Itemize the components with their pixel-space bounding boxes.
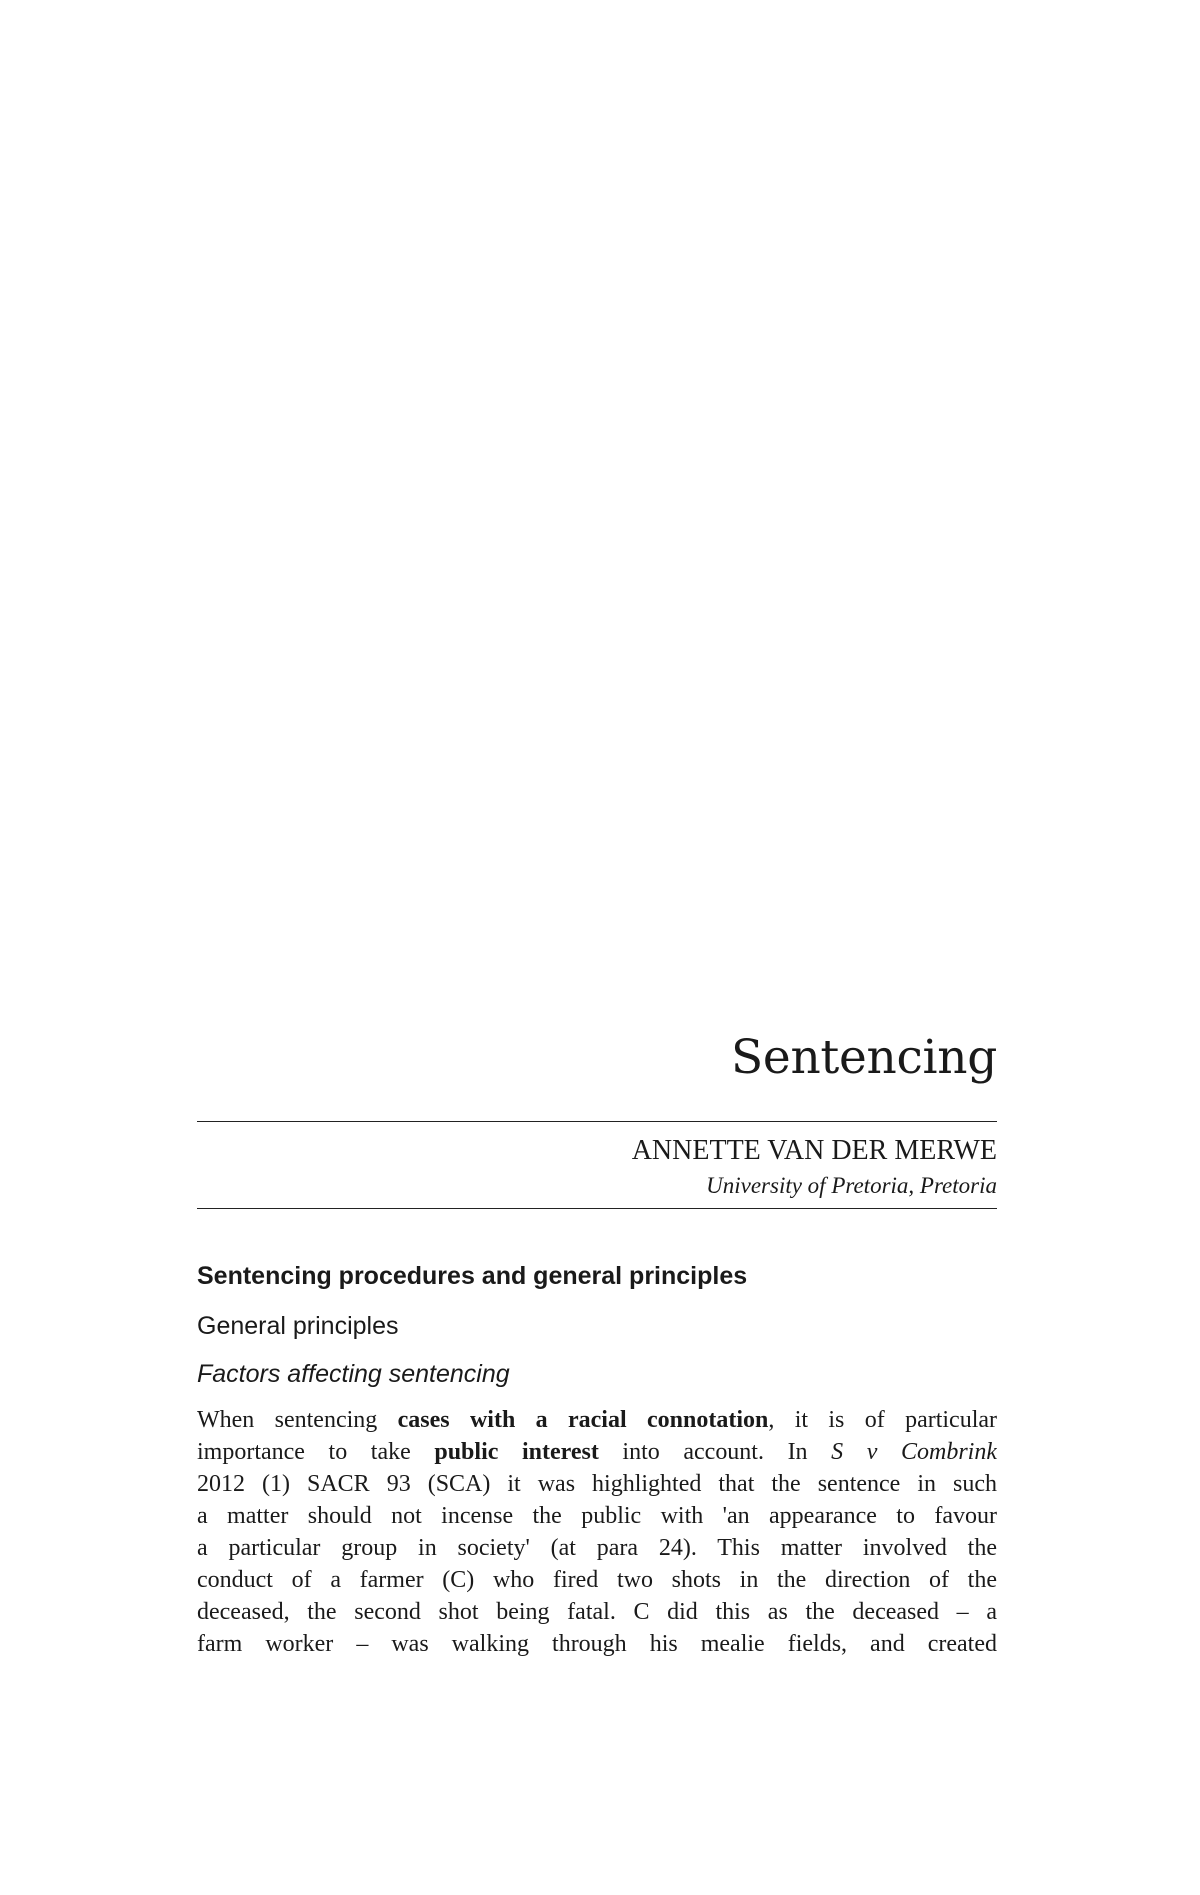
- body-line-1: [197, 1404, 997, 1436]
- body-line-3: 2012 (1) SACR 93 (SCA) it was highlighted that the sentence in such: [197, 1471, 997, 1497]
- bottom-rule: [197, 1208, 997, 1209]
- subsection-heading: General principles: [197, 1312, 399, 1340]
- body-line-4: a matter should not incense the public with 'an appearance to favour: [197, 1503, 997, 1529]
- case-name: S v Combrink: [831, 1439, 997, 1465]
- author-name: ANNETTE VAN DER MERWE: [631, 1135, 997, 1166]
- body-text-span: into account. In: [598, 1439, 832, 1465]
- chapter-title: Sentencing: [731, 1030, 997, 1085]
- document-page: [197, 0, 997, 1895]
- author-affiliation: University of Pretoria, Pretoria: [706, 1173, 997, 1198]
- body-line-2: [197, 1436, 997, 1468]
- body-line-6: conduct of a farmer (C) who fired two shots in the direction of the: [197, 1567, 997, 1593]
- bold-term: public interest: [434, 1439, 599, 1465]
- body-line-8: farm worker – was walking through his mealie fields, and created: [197, 1631, 997, 1657]
- bold-term: cases with a racial connotation: [397, 1407, 769, 1433]
- section-heading: Sentencing procedures and general principles: [197, 1262, 748, 1290]
- subsubsection-heading: Factors affecting sentencing: [197, 1360, 510, 1388]
- top-rule: [197, 1121, 997, 1122]
- body-text-span: importance to take: [197, 1439, 435, 1465]
- body-text-span: When sentencing: [197, 1407, 398, 1433]
- body-paragraph: [197, 1404, 997, 1660]
- body-line-7: deceased, the second shot being fatal. C did this as the deceased – a: [197, 1599, 997, 1625]
- body-line-5: a particular group in society' (at para 24). This matter involved the: [197, 1535, 997, 1561]
- body-text-span: , it is of particular: [768, 1407, 997, 1433]
